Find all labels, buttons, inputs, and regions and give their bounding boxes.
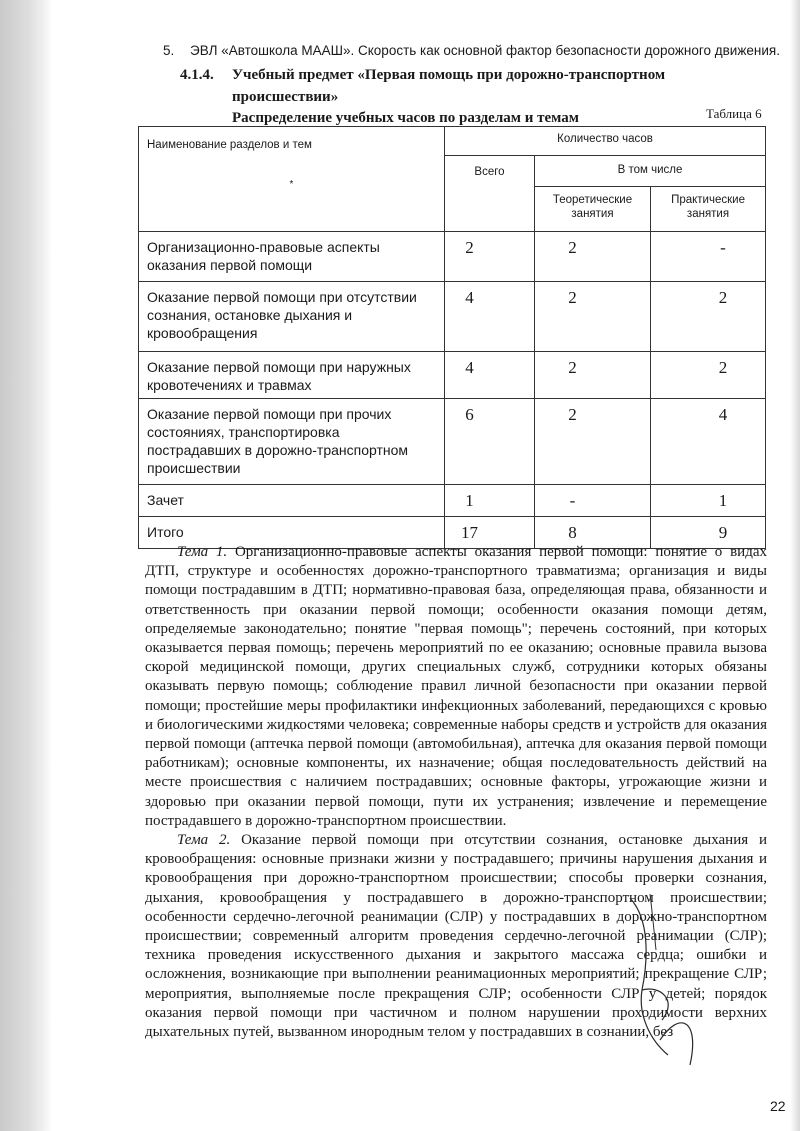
table-row (139, 282, 766, 352)
section-number: 4.1.4. (180, 67, 214, 83)
header-quantity-cell: Количество часов (445, 127, 766, 156)
header-including-cell: В том числе (535, 156, 766, 187)
header-name-cell (139, 127, 445, 232)
row-total: 17 (445, 517, 535, 549)
section-title-line2: происшествии» (232, 89, 339, 105)
row-name: Оказание первой помощи при наружных кровотечениях и травмах (139, 352, 445, 399)
topic-label: Тема 2. (177, 832, 231, 849)
header-text: ЭВЛ «Автошкола МААШ». Скорость как основной фактор безопасности дорожного движения. (190, 43, 780, 58)
row-practice: 2 (651, 352, 766, 399)
hours-table (138, 126, 766, 549)
section-title-line1: Учебный предмет «Первая помощь при дорожно-транспортном (232, 67, 666, 83)
row-theory: 2 (535, 282, 651, 352)
header-practice-cell: Практические занятия (651, 187, 766, 232)
row-theory: 2 (535, 232, 651, 282)
row-theory: 2 (535, 399, 651, 485)
handwritten-signature (590, 890, 730, 1070)
row-practice: 4 (651, 399, 766, 485)
table-row (139, 399, 766, 485)
row-practice: 1 (651, 485, 766, 517)
page-number: 22 (770, 1098, 786, 1114)
topic-label: Тема 1. (177, 544, 228, 560)
row-name: Оказание первой помощи при отсутствии сознания, остановке дыхания и кровообращения (139, 282, 445, 352)
row-name: Оказание первой помощи при прочих состояниях, транспортировка пострадавших в дорожно-транспортном происшествии (139, 399, 445, 485)
table-row (139, 232, 766, 282)
row-total: 6 (445, 399, 535, 485)
row-name: Организационно-правовые аспекты оказания первой помощи (139, 232, 445, 282)
row-theory: 8 (535, 517, 651, 549)
table-row (139, 352, 766, 399)
paragraph-topic-1 (145, 543, 767, 831)
header-name-label: Наименование разделов и тем (147, 139, 312, 151)
section-heading (180, 64, 740, 108)
row-total: 2 (445, 232, 535, 282)
header-number: 5. (163, 43, 175, 58)
table-title: Распределение учебных часов по разделам и темам (232, 110, 579, 126)
row-name: Итого (139, 517, 445, 549)
row-total: 1 (445, 485, 535, 517)
paragraph-text: Организационно-правовые аспекты оказания первой помощи: понятие о видах ДТП, структуре и особенностях дорожно-транспортного травматизма; организация и виды помощи пострадавшим в ДТП; нормативно-правовая база, определяющая права, обязанности и ответственность при оказании первой помощи; особенности оказания помощи детям, определяемые законодательно; понятие "первая помощь"; перечень состояний, при которых оказывается первая помощь; перечень мероприятий по ее оказанию; основные правила вызова скорой медицинской помощи, других специальных служб, сотрудники которых обязаны оказывать первую помощь; соблюдение правил личной безопасности при оказании первой помощи; простейшие меры профилактики инфекционных заболеваний, передающихся с кровью и биологическими жидкостями человека; современные наборы средств и устройств для оказания первой помощи (аптечка первой помощи (автомобильная), аптечка для оказания первой помощи работникам); основные компоненты, их назначение; общая последовательность действий на месте происшествия с наличием пострадавших; основные факторы, угрожающие жизни и здоровью при оказании первой помощи, пути их устранения; извлечение и перемещение пострадавшего в дорожно-транспортном происшествии. (145, 544, 767, 829)
table-label: Таблица 6 (706, 106, 762, 121)
running-header (163, 43, 780, 58)
paragraph-text: Оказание первой помощи при отсутствии сознания, остановке дыхания и кровообращения: основные признаки жизни у пострадавшего; причины нарушения дыхания и кровообращения при дорожно-транспортном происшествии; способы проверки сознания, дыхания, кровообращения у пострадавшего в дорожно-транспортном происшествии; особенности сердечно-легочной реанимации (СЛР) у пострадавших в дорожно-транспортном происшествии; современный алгоритм проведения сердечно-легочной реанимации (СЛР); техника проведения искусственного дыхания и закрытого массажа сердца; ошибки и осложнения, возникающие при выполнении реанимационных мероприятий; прекращение СЛР; мероприятия, выполняемые после прекращения СЛР; особенности СЛР у детей; порядок оказания первой помощи при частичном и полном нарушении проходимости верхних дыхательных путей, вызванном инородным телом у пострадавших в сознании, без (145, 832, 767, 1041)
row-practice: 9 (651, 517, 766, 549)
row-total: 4 (445, 352, 535, 399)
header-total-cell: Всего (445, 156, 535, 232)
row-practice: 2 (651, 282, 766, 352)
table-row (139, 485, 766, 517)
row-name: Зачет (139, 485, 445, 517)
row-theory: 2 (535, 352, 651, 399)
row-practice: - (651, 232, 766, 282)
header-theory-cell: Теоретические занятия (535, 187, 651, 232)
row-total: 4 (445, 282, 535, 352)
table-header-row (139, 127, 766, 156)
header-asterisk: * (289, 179, 294, 190)
row-theory: - (535, 485, 651, 517)
